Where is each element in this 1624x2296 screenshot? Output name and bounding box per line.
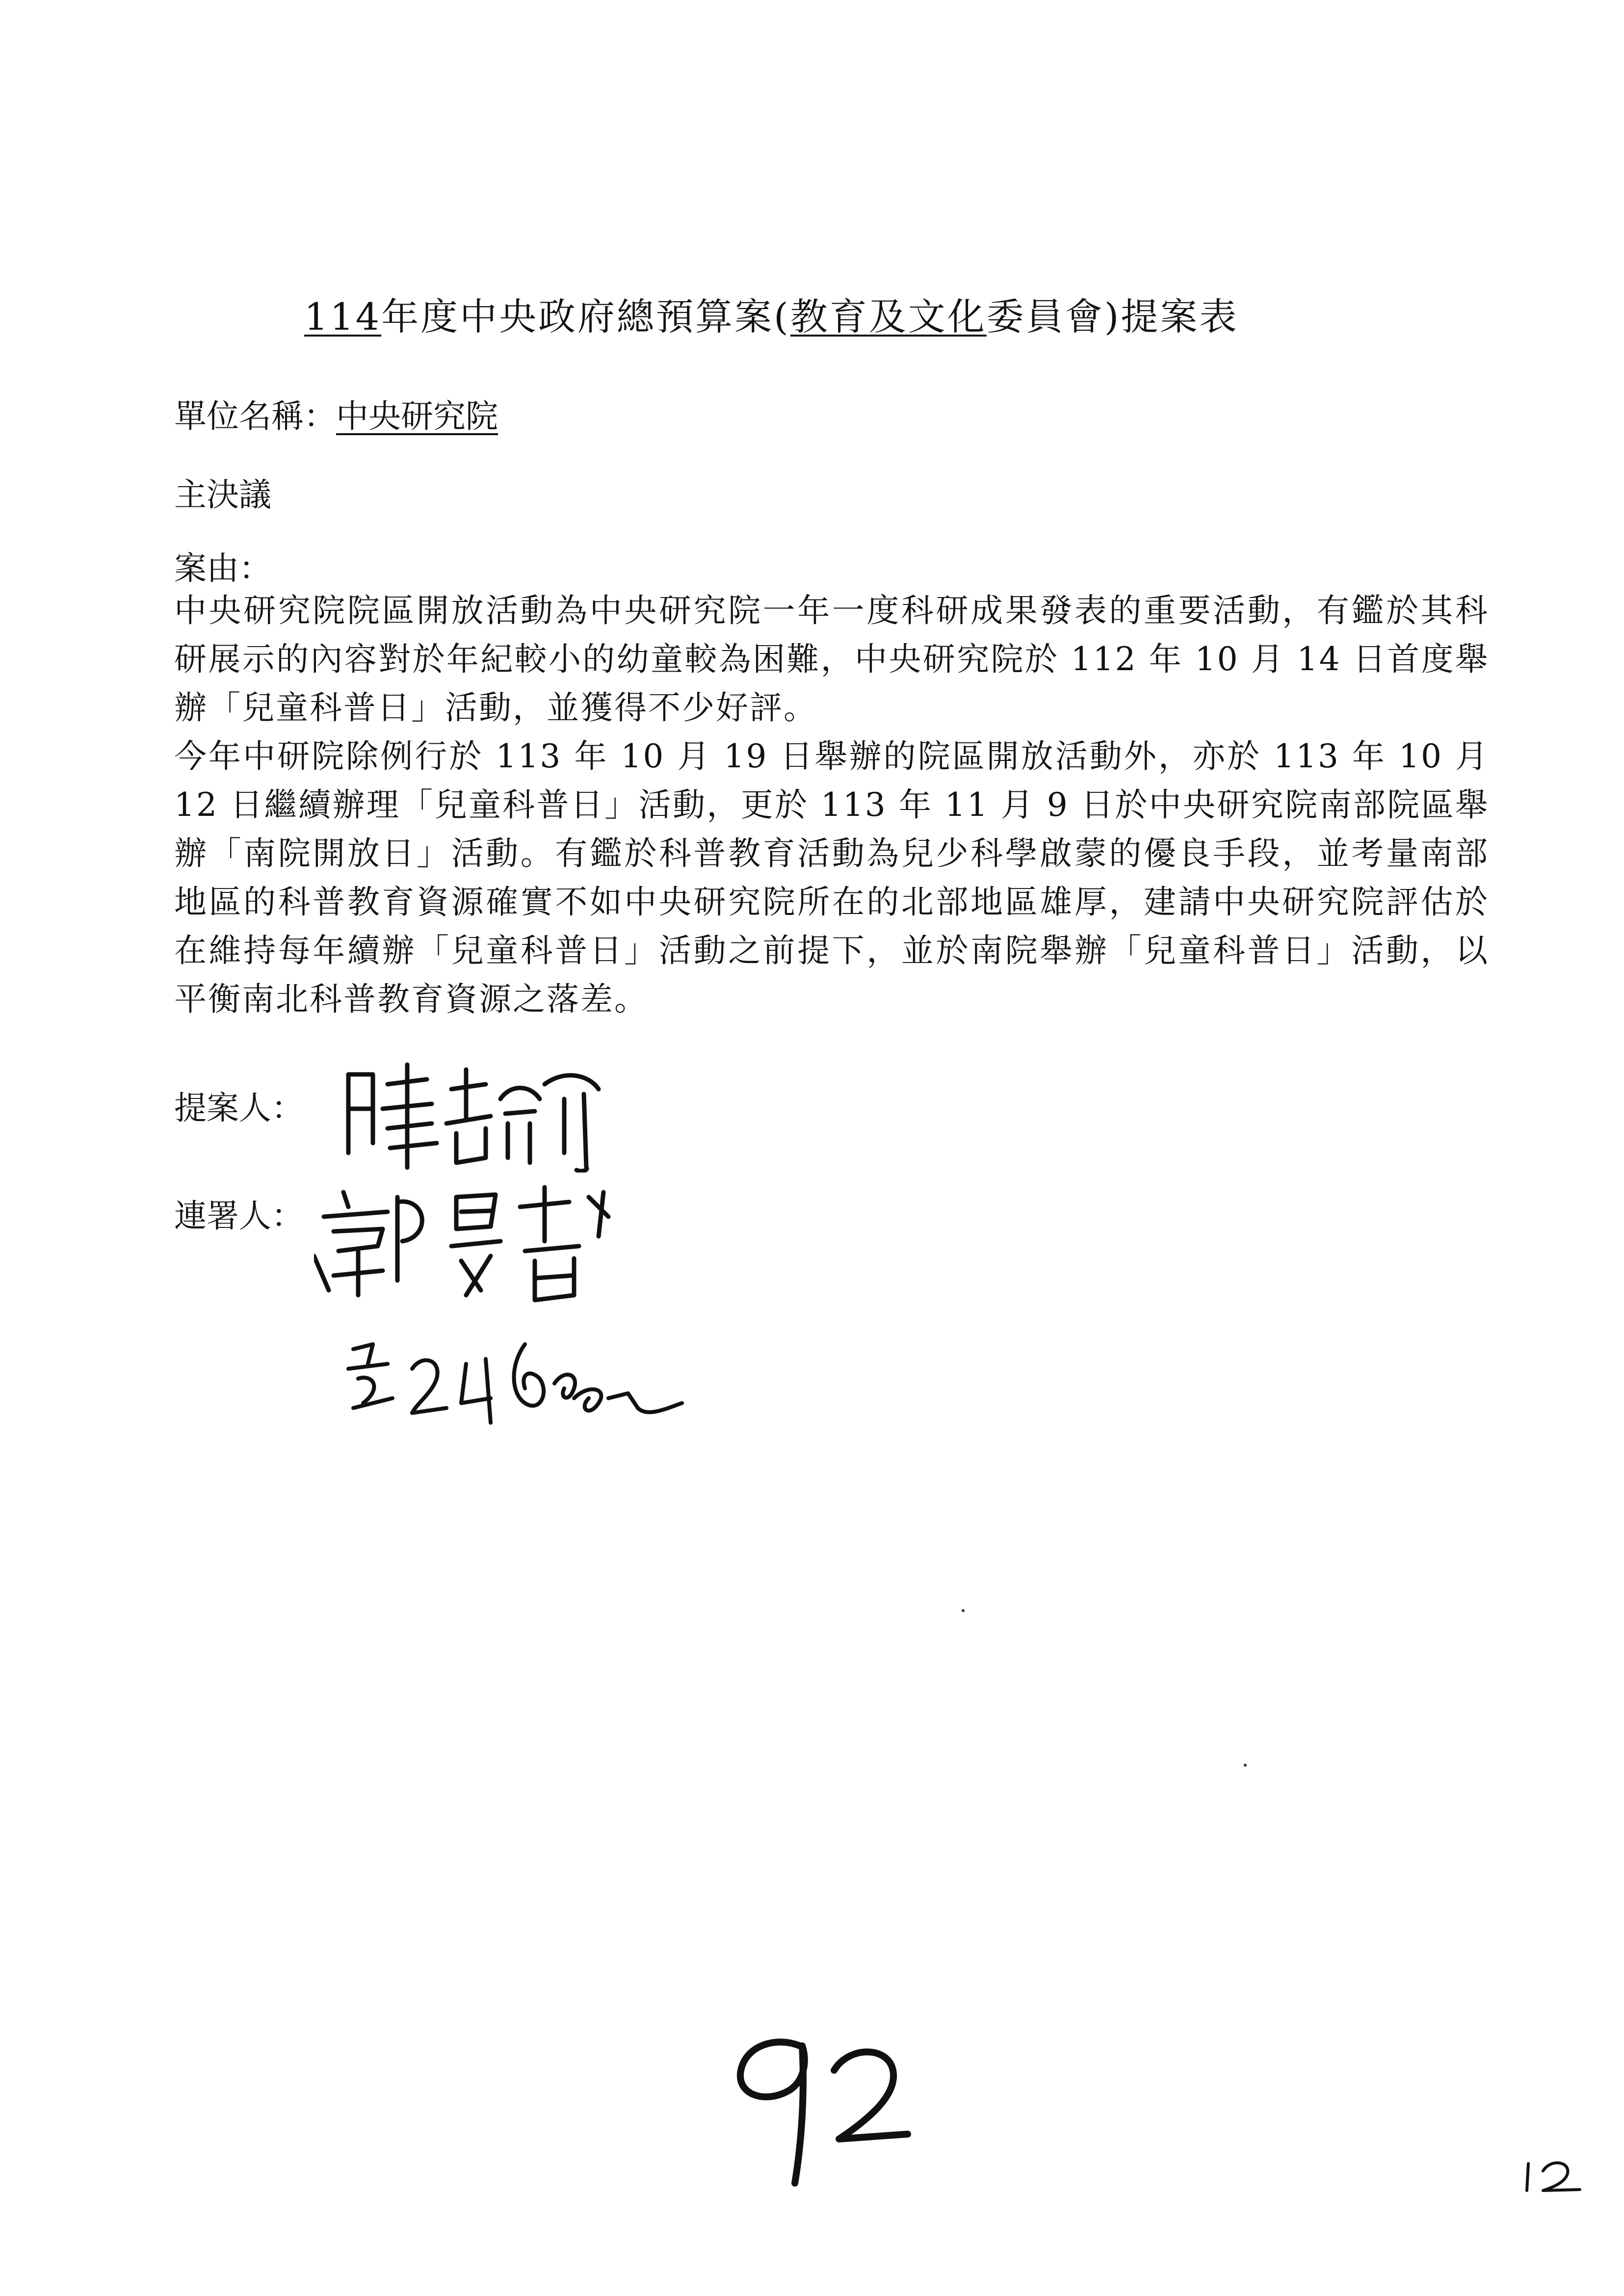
reason-paragraph-1: 中央研究院院區開放活動為中央研究院一年一度科研成果發表的重要活動，有鑑於其科研展示的內容對於年紀較小的幼童較為困難，中央研究院於 112 年 10 月 14 日首度舉辦「兒童科普日」活動，並獲得不少好評。 bbox=[174, 592, 1489, 727]
unit-value: 中央研究院 bbox=[336, 397, 498, 435]
proposer-signature bbox=[334, 1055, 608, 1173]
title-part-1: 年度中央政府總預算案( bbox=[381, 295, 790, 339]
reason-paragraph-2: 今年中研院除例行於 113 年 10 月 19 日舉辦的院區開放活動外，亦於 113 年 10 月 12 日繼續辦理「兒童科普日」活動，更於 113 年 11 月 9 日於中央研究院南部院區舉辦「南院開放日」活動。有鑑於科普教育活動為兒少科學啟蒙的優良手段，並考量南部地區的科普教育資源確實不如中央研究院所在的北部地區雄厚，建請中央研究院評估於在維持每年續辦「兒童科普日」活動之前提下，並於南院舉辦「兒童科普日」活動，以平衡南北科普教育資源之落差。 bbox=[174, 737, 1489, 1018]
resolution-label: 主決議 bbox=[174, 476, 271, 514]
cosigner-signature-2 bbox=[343, 1334, 687, 1433]
cosigner-signature-1 bbox=[314, 1177, 618, 1305]
handwritten-page-number bbox=[721, 2016, 927, 2205]
proposer-label: 提案人： bbox=[174, 1089, 304, 1127]
reason-label: 案由： bbox=[174, 549, 271, 587]
corner-page-number bbox=[1521, 2156, 1585, 2197]
reason-body bbox=[174, 586, 1489, 1023]
document-title bbox=[304, 287, 1384, 340]
unit-row bbox=[174, 390, 498, 437]
unit-label: 單位名稱： bbox=[174, 397, 336, 435]
title-committee: 教育及文化 bbox=[790, 295, 987, 339]
title-part-2: 委員會)提案表 bbox=[986, 295, 1239, 339]
cosigner-label: 連署人： bbox=[174, 1197, 304, 1235]
scan-speck bbox=[962, 1609, 965, 1612]
scan-speck bbox=[1244, 1764, 1247, 1767]
title-year: 114 bbox=[304, 295, 382, 339]
